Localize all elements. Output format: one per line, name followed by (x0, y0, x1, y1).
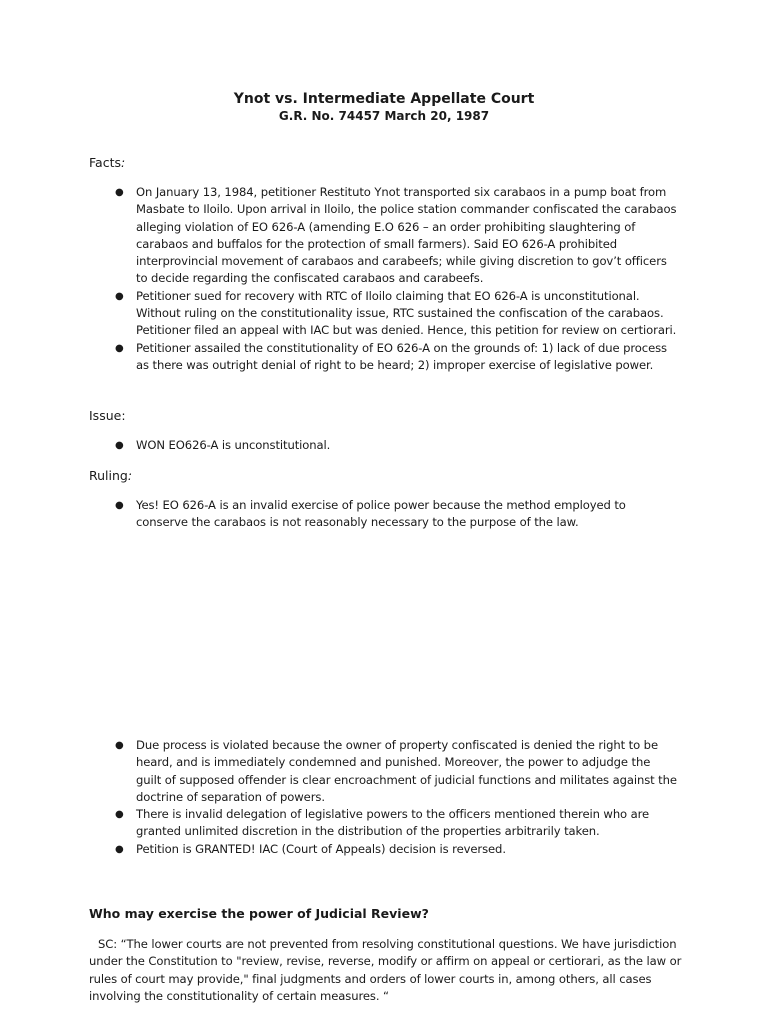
ruling-item-text: Petition is GRANTED! IAC (Court of Appeals) decision is reversed. (136, 841, 506, 856)
ruling-item-text: Yes! EO 626-A is an invalid exercise of police power because the method employed to conserve the carabaos is not reasonably necessary to the purpose of the law. (136, 498, 626, 530)
facts-item-text: Petitioner sued for recovery with RTC of Iloilo claiming that EO 626-A is unconstitutional. Without ruling on the constitutionality issue, RTC sustained the confiscation of the carabaos. Petitioner filed an appeal with IAC but was denied. Hence, this petition for review on certiorari. (136, 288, 677, 338)
ruling-item (0, 737, 768, 806)
facts-item (0, 340, 768, 375)
facts-list (0, 184, 768, 374)
bullet-icon: ● (115, 342, 124, 354)
case-title: Ynot vs. Intermediate Appellate Court (233, 91, 535, 107)
bullet-icon: ● (115, 187, 124, 198)
judicial-review-heading: Who may exercise the power of Judicial Review? (89, 906, 429, 921)
facts-heading-colon: : (121, 155, 126, 170)
ruling-list-continued (0, 737, 768, 858)
case-citation: G.R. No. 74457 March 20, 1987 (278, 109, 490, 123)
facts-item (0, 288, 768, 340)
bullet-icon: ● (115, 290, 124, 302)
issue-heading: Issue: (89, 408, 126, 423)
bullet-icon: ● (115, 440, 124, 451)
bullet-icon: ● (115, 740, 124, 751)
ruling-heading-colon: : (127, 468, 133, 483)
bullet-icon: ● (115, 809, 124, 821)
ruling-list (0, 497, 768, 532)
facts-heading-text: Facts (89, 155, 121, 170)
ruling-heading-text: Ruling (89, 468, 128, 483)
facts-item-text: Petitioner assailed the constitutionality of EO 626-A on the grounds of: 1) lack of due process as there was outright denial of right to be heard; 2) improper exercise of legislative power. (136, 340, 667, 372)
facts-item (0, 184, 768, 288)
ruling-item-text: Due process is violated because the owner of property confiscated is denied the right to be heard, and is immediately condemned and punished. Moreover, the power to adjudge the guilt of supposed offender is clear encroachment of judicial functions and militates against the doctrine of separation of powers. (136, 738, 677, 804)
facts-heading (89, 155, 125, 171)
bullet-icon: ● (115, 500, 124, 511)
ruling-heading (89, 468, 132, 484)
facts-item-text: On January 13, 1984, petitioner Restituto Ynot transported six carabaos in a pump boat from Masbate to Iloilo. Upon arrival in Iloilo, the police station commander confiscated the carabaos alleging violation of EO 626-A (amending E.O 626 – an order prohibiting slaughtering of carabaos and buffalos for the protection of small farmers). Said EO 626-A prohibited interprovincial movement of carabaos and carabeefs; while giving discretion to gov’t officers to decide regarding the confiscated carabaos and carabeefs. (136, 185, 677, 286)
issue-item-text: WON EO626-A is unconstitutional. (136, 438, 331, 452)
judicial-review-paragraph: SC: “The lower courts are not prevented from resolving constitutional questions. We have jurisdiction under the Constitution to "review, revise, reverse, modify or affirm on appeal or certiorari, as the law or rules of court may provide," final judgments and orders of lower courts in, among others, all cases involving the constitutionality of certain measures. “ (89, 937, 682, 1003)
issue-list (0, 437, 768, 454)
bullet-icon: ● (115, 843, 124, 855)
ruling-item (0, 841, 768, 858)
issue-item (0, 437, 768, 454)
ruling-item-text: There is invalid delegation of legislative powers to the officers mentioned therein who are granted unlimited discretion in the distribution of the properties arbitrarily taken. (136, 807, 650, 839)
ruling-item (0, 806, 768, 841)
ruling-item (0, 497, 768, 532)
